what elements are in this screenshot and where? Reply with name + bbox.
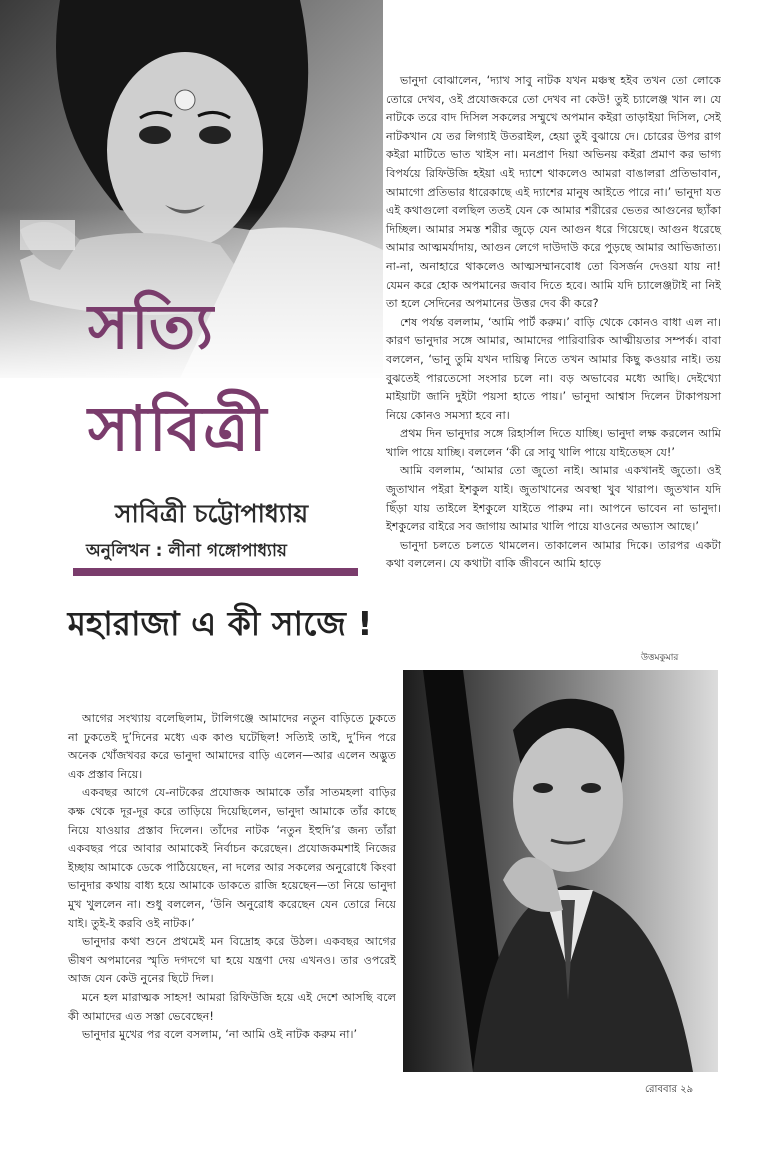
article-subtitle: মহারাজা এ কী সাজে ! — [67, 604, 373, 643]
left-text-column — [68, 710, 396, 1045]
body-paragraph: একবছর আগে যে-নাটকের প্রযোজক আমাকে তাঁর সাতমহলা বাড়ির কক্ষ থেকে দূর-দূর করে তাড়িয়ে দিয়েছিলেন, ভানুদা আমাকে তাঁর কাছে নিয়ে যাওয়ার প্রস্তাব দিলেন। তাঁদের নাটক ‘নতুন ইহুদি’র জন্য তাঁরা একবছর পরে আবার আমাকেই নির্বাচন করেছেন। প্রযোজকমশাই নিজের ইচ্ছায় আমাকে ডেকে পাঠিয়েছেন, না দলের আর সকলের অনুরোধে কিংবা ভানুদার কথায় বাধ্য হয়ে আমাকে ডাকতে রাজি হয়েছেন—তা নিয়ে ভানুদা মুখ খুললেন না। শুধু বললেন, ‘উনি অনুরোধ করেছেন যেন তোরে নিয়ে যাই। তুই-ই করবি ওই নাটক।’ — [68, 786, 396, 930]
page-footer: রোববার ২৯ — [645, 1084, 694, 1095]
article-title-line-2: সাবিত্রী — [88, 392, 269, 465]
body-paragraph: আমি বললাম, ‘আমার তো জুতো নাই। আমার একখানই জুতো। ওই জুতাখান পইরা ইশকুল যাই। জুতাখানের অবস্থা খুব খারাপ। জুতখান যদি ছিঁড়া যায় তাইলে ইশকুলে যাইতে পারুম না। আপনে ভাবেন না ভানুদা। ইশকুলের বাইরে সব জাগায় আমার খালি পায়ে যাওনের অভ্যাস আছে।’ — [386, 464, 721, 534]
body-paragraph: মনে হল মারাত্মক সাহস! আমরা রিফিউজি হয়ে এই দেশে আসছি বলে কী আমাদের এত সস্তা ভেবেছেন! — [68, 990, 396, 1023]
author-name: সাবিত্রী চট্টোপাধ্যায় — [115, 499, 309, 528]
body-paragraph: ভানুদার মুখের পর বলে বসলাম, ‘না আমি ওই নাটক করুম না।’ — [82, 1028, 358, 1042]
title-divider-rule — [73, 568, 358, 576]
actor-portrait-image — [403, 670, 718, 1072]
body-paragraph: আগের সংখ্যায় বলেছিলাম, টালিগঞ্জে আমাদের নতুন বাড়িতে ঢুকতে না ঢুকতেই দু’দিনের মধ্যে এক কাণ্ড ঘটেছিল! সত্যিই তাই, দু’দিন পরে অনেক খোঁজখবর করে ভানুদা আমাদের বাড়ি এলেন—আর এলেন অদ্ভুত এক প্রস্তাব নিয়ে। — [68, 712, 396, 781]
article-title-line-1: সত্যি — [88, 290, 216, 363]
body-paragraph: ভানুদা চলতে চলতে থামলেন। তাকালেন আমার দিকে। তারপর একটা কথা বললেন। যে কথাটা বাকি জীবনে আমি হাড়ে — [386, 538, 721, 571]
body-paragraph: প্রথম দিন ভানুদার সঙ্গে রিহার্সাল দিতে যাচ্ছি। ভানুদা লক্ষ করলেন আমি খালি পায়ে যাচ্ছি। বললেন ‘কী রে সাবু খালি পায়ে যাইতেছস যে!’ — [386, 427, 721, 459]
photo-caption: উত্তমকুমার — [641, 653, 679, 663]
body-paragraph: শেষ পর্যন্ত বললাম, ‘আমি পার্ট করুম।’ বাড়ি থেকে কোনও বাধা এল না। কারণ ভানুদার সঙ্গে আমার, আমাদের পারিবারিক আত্মীয়তার সম্পর্ক। বাবা বললেন, ‘ভানু তুমি যখন দায়িত্ব নিতে তখন আমার কিছু কওয়ার নাই। তয় বুঝতেই পারতেসো সংসার চলে না। বড় অভাবের মধ্যে আছি। দেইখ্যো মাইয়াটা জানি দুইটা পয়সা হাতে পায়।’ ভানুদা আশ্বাস দিলেন টাকাপয়সা নিয়ে কোনও সমস্যা হবে না। — [386, 315, 721, 422]
actor-portrait-photo — [403, 670, 718, 1072]
right-text-column — [386, 72, 721, 574]
transcriber-credit: অনুলিখন : লীনা গঙ্গোপাধ্যায় — [86, 541, 287, 561]
body-paragraph: ভানুদা বোঝালেন, ‘দ্যাখ সাবু নাটক যখন মঞ্চস্থ হইব তখন তো লোকে তোরে দেখব, ওই প্রযোজকরে তো দেখব না কেউ! তুই চ্যালেঞ্জ খান ল। যে নাটকে তরে বাদ দিসিল সকলের সম্মুখে অপমান কইরা তাড়াইয়া দিসিল, সেই নাটকখান যে তর লিগ্যাই উতরাইল, হেয়া তুই বুঝায়ে দে। চোরের উপর রাগ কইরা মাটিতে ভাত খাইস না। মনপ্রাণ দিয়া অভিনয় কইরা প্রমাণ কর ভাগ্য বিপর্যয়ে রিফিউজি হইয়া এই দ্যাশে থাকলেও আমরা বাঙালরা প্রতিভাবান, আমাগো প্রতিভার ধারেকাছে এই দ্যাশের মানুষ আইতে পারে না।’ ভানুদা যত এই কথাগুলো বলছিল ততই যেন কে আমার শরীরের ভেতর আগুনের ছ্যাঁকা দিচ্ছিল। আমার সমস্ত শরীর জুড়ে যেন আগুন ধরে গিয়েছে। আগুন ধরেছে আমার আত্মমর্যাদায়, আগুন লেগে দাউদাউ করে পুড়ছে আমার আভিজাত্য। না-না, অনাহারে থাকলেও আত্মসম্মানবোধ তো বিসর্জন দেওয়া যায় না! যেমন করে হোক অপমানের জবাব দিতে হবে। আমি যদি চ্যালেঞ্জটাই না নিই তা হলে সেদিনের অপমানের উত্তর দেব কী করে? — [386, 74, 721, 311]
body-paragraph: ভানুদার কথা শুনে প্রথমেই মন বিদ্রোহ করে উঠল। একবছর আগের ভীষণ অপমানের স্মৃতি দগদগে ঘা হয়ে যন্ত্রণা দেয় এখনও। তার ওপরেই আজ যেন কেউ নুনের ছিটে দিল। — [68, 935, 396, 986]
